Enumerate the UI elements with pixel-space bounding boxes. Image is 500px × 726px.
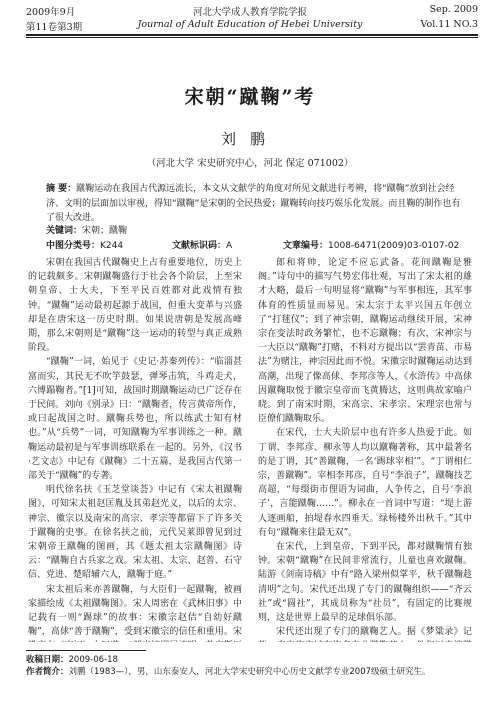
abstract (46, 182, 466, 226)
body-paragraph: 宋代还出现了专门的蹴鞠艺人。据《梦粱录》记 (276, 627, 472, 638)
body-right-column (258, 256, 472, 642)
clc-number (46, 238, 123, 251)
abstract-label: 摘 要： (46, 184, 77, 194)
body-paragraph: 在宋代，士大夫阶层中也有许多人热爱于此。如丁谓、李邦彦、柳永等人均以蹴鞠著称，其中最著名的是丁谓，其“善蹴鞠，一名‘踢球宰相’”。“丁谓相仁宗，善蹴鞠”。宰相李邦彦，自号“李浪子”，蹴鞠技艺高超，“每缀街巿俚语为词曲，人争传之，自号‘李浪子’，言能蹴鞠……”。柳永在一首词中写道：“堤上游人逐画船，拍堤春水四垂天。绿杨楼外出秋千。”其中有句“蹴鞠来往最无双”。 (258, 428, 472, 538)
body-paragraph: 明代徐名扶《玉芝堂谈荟》中记有《宋太祖蹴鞠图》，可知宋太祖赵匡胤及其弟赵光义，以后的太宗、神宗、徽宗以及南宋的高宗、孝宗等都留下了许多关于蹴鞠的史事。在徐名扶之前，元代吴莱即曾见到过宋朝帝王蹴鞠的图画，其《题太祖太宗蹴鞠图》诗云：“蹴鞠自古兵家之戏。宋太祖、太宗、赵普、石守信、党进、楚昭辅六人，蹴鞠于庭。” (28, 485, 242, 581)
received-label: 收稿日期： (26, 655, 69, 665)
footnote-rule (26, 650, 146, 651)
keywords-text: 宋朝；蹴鞠 (82, 226, 128, 236)
keywords-label: 关键词： (46, 226, 83, 236)
header-rule-thin (26, 37, 478, 38)
body-paragraph: 在宋代，上到皇帝，下到平民，都对蹴鞠情有独钟。宋朝“蹴鞠”在民间非常流行，儿童也喜欢蹴鞠。陆游《剑南诗稿》中有“路入梁州似掌平，秋千蹴鞠趁清明”之句。宋代还出现了专门的蹴鞠组织——“齐云社”或“圆社”，其成员称为“社员”，有固定的比赛规则，这是世界上最早的足球俱乐部。 (258, 542, 472, 624)
clc-value: K244 (100, 241, 124, 251)
abstract-text: 蹴鞠运动在我国古代源远流长，本文从文献学的角度对所见文献进行考辨，将“蹴鞠”放到社会经济、文明的层面加以审视，得知“蹴鞠”是宋朝的全民热爱；蹴鞠转向技巧娱乐化发展。而且鞠的制作也有了很大改进。 (46, 184, 461, 223)
header-date-cn: 2009年9月 (26, 7, 76, 18)
body-paragraph: 宋朝在我国古代蹴鞠史上占有重要地位，历史上的记载颇多。宋朝蹴鞠盛行于社会各个阶层，上至宋朝皇帝、士大夫，下至平民百姓都对此戏情有独钟。“蹴鞠”运动最初起源于战国，但重大变革与兴盛却是在唐宋这一历史时期。如果说唐朝是发展高峰期，那么宋朝则是“蹴鞠”这一运动的转型与真正成熟阶段。 (28, 258, 242, 354)
footnote (26, 654, 478, 678)
header-journal-cn: 河北大学成人教育学院学报 (192, 7, 307, 18)
article-number (283, 238, 459, 251)
article-title: 宋朝“蹴鞠”考 (184, 86, 316, 108)
keywords (46, 223, 127, 236)
doc-code-label: 文献标识码： (172, 241, 227, 251)
author-bio (26, 666, 478, 678)
header-date-en: Sep. 2009 (429, 4, 478, 15)
body-paragraph: “蹴鞠”一词，始见于《史记·苏秦列传》：“临淄甚富而实，其民无不吹竽鼓瑟，弹琴击筑，斗鸡走犬，六博蹋鞠者。”[1]可知，战国时期蹴鞠运动已广泛存在于民间。刘向《别录》曰：“蹴鞠者，传言黄帝所作，或曰起战国之时。蹴鞠兵势也，所以练武士知有材也。”从“兵势”一词，可知蹴鞠为军事训练之一种。蹴鞠运动最初是与军事训练联系在一起的。另外，《汉书·艺文志》中记有《蹴鞠》二十五篇，是我国古代第一部关于“蹴鞠”的专著。 (28, 357, 242, 482)
author-bio-text: 刘鹏（1983—），男，山东泰安人，河北大学宋史研究中心历史文献学专业2007级硕士研究生。 (68, 667, 431, 677)
header-journal-en: Journal of Adult Education of Hebei University (137, 19, 363, 30)
body-paragraph: 宋太祖后来亦善蹴鞠，与大臣们一起蹴鞠，被画家描绘成《太祖蹴鞠图》。宋人周密在《武林旧事》中记载有一则“踢球”的故事：宋徽宗赵佶“自幼好蹴鞠”，高俅“善于蹴鞠”，受到宋徽宗的信任和重用。宋 (28, 584, 242, 638)
author-bio-label: 作者简介： (26, 667, 69, 677)
header-volume-cn: 第11卷第3期 (26, 22, 83, 33)
document-code (172, 238, 232, 251)
header-rule (26, 34, 478, 36)
body-paragraph: 郎和将帅，论定不应忘武备。花间蹴鞠是雅阁。”诗句中的描写气势宏伟壮观，写出了宋太祖的雄才大略，最后一句明显将“蹴鞠”与军事相连，其军事体育的性质显而易见。宋太宗于太平兴国五年创立了“打毬仪”；到了神宗朝，蹴鞠运动继续开展，宋神宗在变法时政务繁忙，也不忘蹴鞠；有次，宋神宗与一大臣以“蹴鞠”打赌，不料对方提出以“罢青苗、市易法”为赌注，神宗因此而不悦。宋徽宗时蹴鞠运动达到高潮，出现了像高俅、李邦彦等人，《水浒传》中高俅因蹴鞠取悦于徽宗皇帝而飞黄腾达，这则典故家喻户晓。到了南宋时期，宋高宗、宋孝宗、宋理宗也常与臣僚们蹴鞠取乐。 (258, 258, 472, 425)
doc-code-value: A (226, 241, 233, 251)
clc-label: 中图分类号： (46, 241, 101, 251)
received-date (26, 654, 478, 666)
article-no-value: 1008-6471(2009)03-0107-02 (328, 241, 460, 251)
header-volume-en: Vol.11 NO.3 (420, 19, 478, 30)
received-value: 2009-06-18 (68, 655, 118, 665)
article-no-label: 文章编号： (283, 241, 329, 251)
author-affiliation: （河北大学 宋史研究中心，河北 保定 071002） (146, 158, 354, 169)
author-name: 刘鹏 (220, 130, 279, 148)
body-left-column (28, 256, 242, 642)
